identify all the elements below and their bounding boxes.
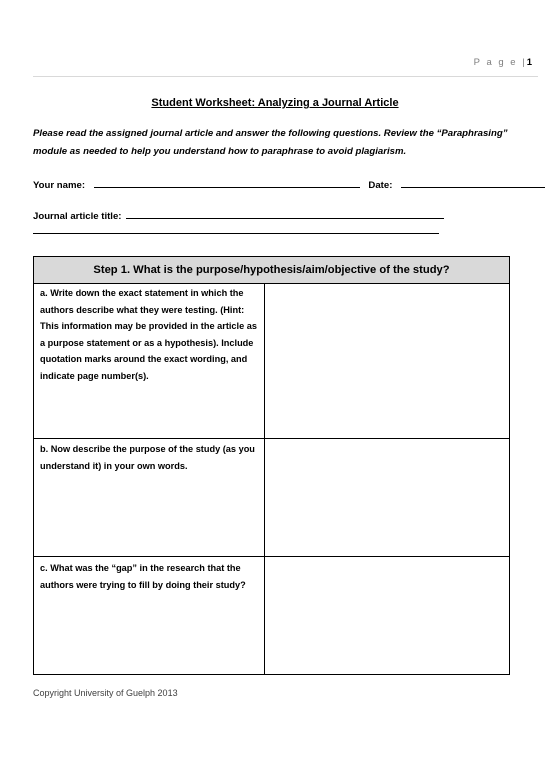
answer-b-box[interactable] [266, 440, 507, 554]
date-label: Date: [368, 180, 393, 191]
step1-table [33, 256, 510, 675]
answer-c-box[interactable] [266, 559, 507, 673]
article-title-label: Journal article title: [33, 211, 122, 222]
question-a: a. Write down the exact statement in which the authors describe what they were testing. (Hint: This information may be provided in the article as a purpose statement or as a hypothesis). Include quotation marks around the exact wording, and indicate page number(s). [40, 288, 257, 381]
worksheet-title: Student Worksheet: Analyzing a Journal Article [151, 97, 399, 109]
article-title-field[interactable] [126, 207, 444, 219]
page-number [474, 57, 532, 68]
page-label: P a g e | [473, 57, 527, 68]
question-c: c. What was the “gap” in the research that the authors were trying to fill by doing their study? [40, 563, 246, 590]
row-divider [34, 438, 509, 439]
column-divider [264, 283, 265, 674]
row-divider [34, 556, 509, 557]
page-number-value: 1 [526, 57, 532, 68]
answer-a-box[interactable] [266, 285, 507, 436]
step1-heading: Step 1. What is the purpose/hypothesis/aim/objective of the study? [34, 257, 509, 284]
name-date-row [33, 176, 545, 193]
copyright-footer: Copyright University of Guelph 2013 [33, 688, 178, 698]
date-field[interactable] [401, 176, 545, 188]
page-header [33, 54, 538, 77]
article-title-field-continued[interactable] [33, 222, 439, 234]
name-label: Your name: [33, 180, 86, 191]
question-b: b. Now describe the purpose of the study (as you understand it) in your own words. [40, 444, 255, 471]
worksheet-instructions: Please read the assigned journal article and answer the following questions. Review the “Paraphrasing” module as needed to help you understand how to paraphrase to avoid plagiarism. [33, 128, 508, 157]
name-field[interactable] [94, 176, 360, 188]
article-title-row-2 [33, 222, 439, 239]
